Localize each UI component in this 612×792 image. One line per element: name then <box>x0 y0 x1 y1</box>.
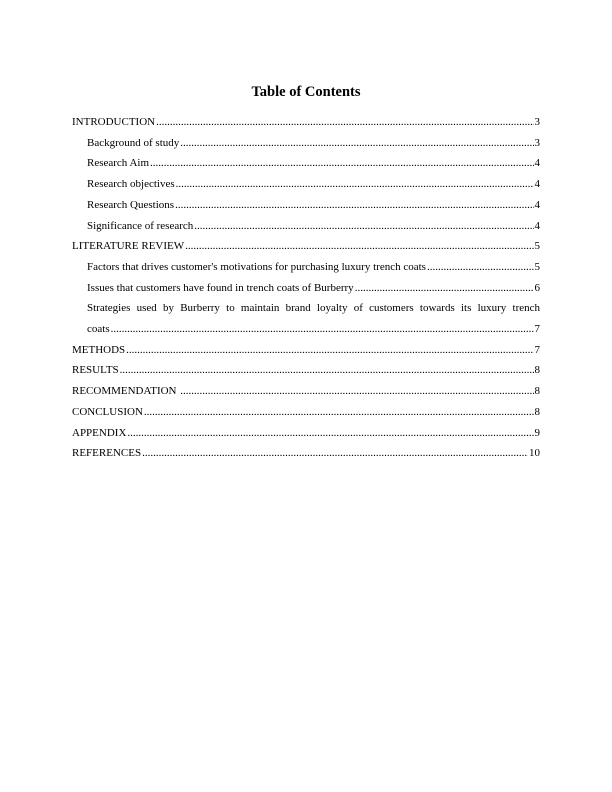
toc-entry-label: METHODS <box>72 343 126 356</box>
toc-entry-literature-review[interactable] <box>72 236 540 257</box>
toc-page-number: 8 <box>534 364 540 377</box>
toc-entry-label: REFERENCES <box>72 447 142 460</box>
toc-entry-issues-trench-coats[interactable] <box>72 278 540 299</box>
dot-leader <box>150 153 533 174</box>
toc-entry-background-of-study[interactable] <box>72 133 540 154</box>
dot-leader <box>427 257 534 278</box>
toc-page-number: 10 <box>529 447 540 460</box>
dot-leader <box>355 278 534 299</box>
toc-title: Table of Contents <box>251 84 361 100</box>
table-of-contents <box>72 112 540 464</box>
toc-page-number: 6 <box>534 281 540 294</box>
toc-entry-strategies-brand-loyalty[interactable] <box>72 298 540 339</box>
toc-entry-label: LITERATURE REVIEW <box>72 240 185 253</box>
toc-entry-label: Research objectives <box>87 178 175 191</box>
toc-entry-label: Factors that drives customer's motivations for purchasing luxury trench coats <box>87 260 426 273</box>
toc-entry-label: Background of study <box>87 136 180 149</box>
toc-entry-conclusion[interactable] <box>72 402 540 423</box>
toc-entry-label: RECOMMENDATION <box>72 385 180 398</box>
toc-entry-introduction[interactable] <box>72 112 540 133</box>
dot-leader <box>126 340 533 361</box>
dot-leader <box>180 133 533 154</box>
toc-entry-label-line1: Strategies used by Burberry to maintain brand loyalty of customers towards its luxury trench <box>87 302 540 315</box>
toc-page-number: 4 <box>534 157 540 170</box>
toc-entry-appendix[interactable] <box>72 423 540 444</box>
toc-page-number: 9 <box>534 426 540 439</box>
dot-leader <box>194 216 533 237</box>
toc-entry-label: Issues that customers have found in trench coats of Burberry <box>87 281 354 294</box>
dot-leader <box>127 423 533 444</box>
dot-leader <box>175 195 533 216</box>
toc-page-number: 4 <box>534 219 540 232</box>
toc-page-number: 4 <box>534 198 540 211</box>
toc-entry-recommendation[interactable] <box>72 381 540 402</box>
dot-leader <box>111 319 534 340</box>
dot-leader <box>144 402 534 423</box>
toc-entry-methods[interactable] <box>72 340 540 361</box>
dot-leader <box>176 174 534 195</box>
dot-leader <box>142 443 528 464</box>
toc-page-number: 4 <box>534 178 540 191</box>
toc-entry-label: Research Questions <box>87 198 175 211</box>
toc-entry-label: INTRODUCTION <box>72 116 156 128</box>
toc-page-number: 5 <box>534 260 540 273</box>
toc-entry-references[interactable] <box>72 443 540 464</box>
toc-entry-label: RESULTS <box>72 364 119 377</box>
toc-entry-label-line2: coats <box>87 323 110 336</box>
toc-page-number: 8 <box>534 405 540 418</box>
toc-entry-results[interactable] <box>72 360 540 381</box>
toc-entry-research-objectives[interactable] <box>72 174 540 195</box>
toc-entry-label: Significance of research <box>87 219 194 232</box>
dot-leader <box>156 112 533 133</box>
toc-entry-factors-motivations[interactable] <box>72 257 540 278</box>
toc-page-number: 8 <box>534 385 540 398</box>
dot-leader <box>185 236 533 257</box>
toc-page-number: 7 <box>534 323 540 336</box>
dot-leader <box>180 381 533 402</box>
toc-page-number: 3 <box>534 116 540 128</box>
toc-entry-label: APPENDIX <box>72 426 127 439</box>
toc-page-number: 7 <box>534 343 540 356</box>
toc-entry-research-aim[interactable] <box>72 153 540 174</box>
dot-leader <box>120 360 534 381</box>
toc-entry-significance-of-research[interactable] <box>72 216 540 237</box>
toc-page-number: 3 <box>534 136 540 149</box>
toc-entry-label: CONCLUSION <box>72 405 143 418</box>
toc-page-number: 5 <box>534 240 540 253</box>
toc-entry-research-questions[interactable] <box>72 195 540 216</box>
toc-entry-label: Research Aim <box>87 157 150 170</box>
